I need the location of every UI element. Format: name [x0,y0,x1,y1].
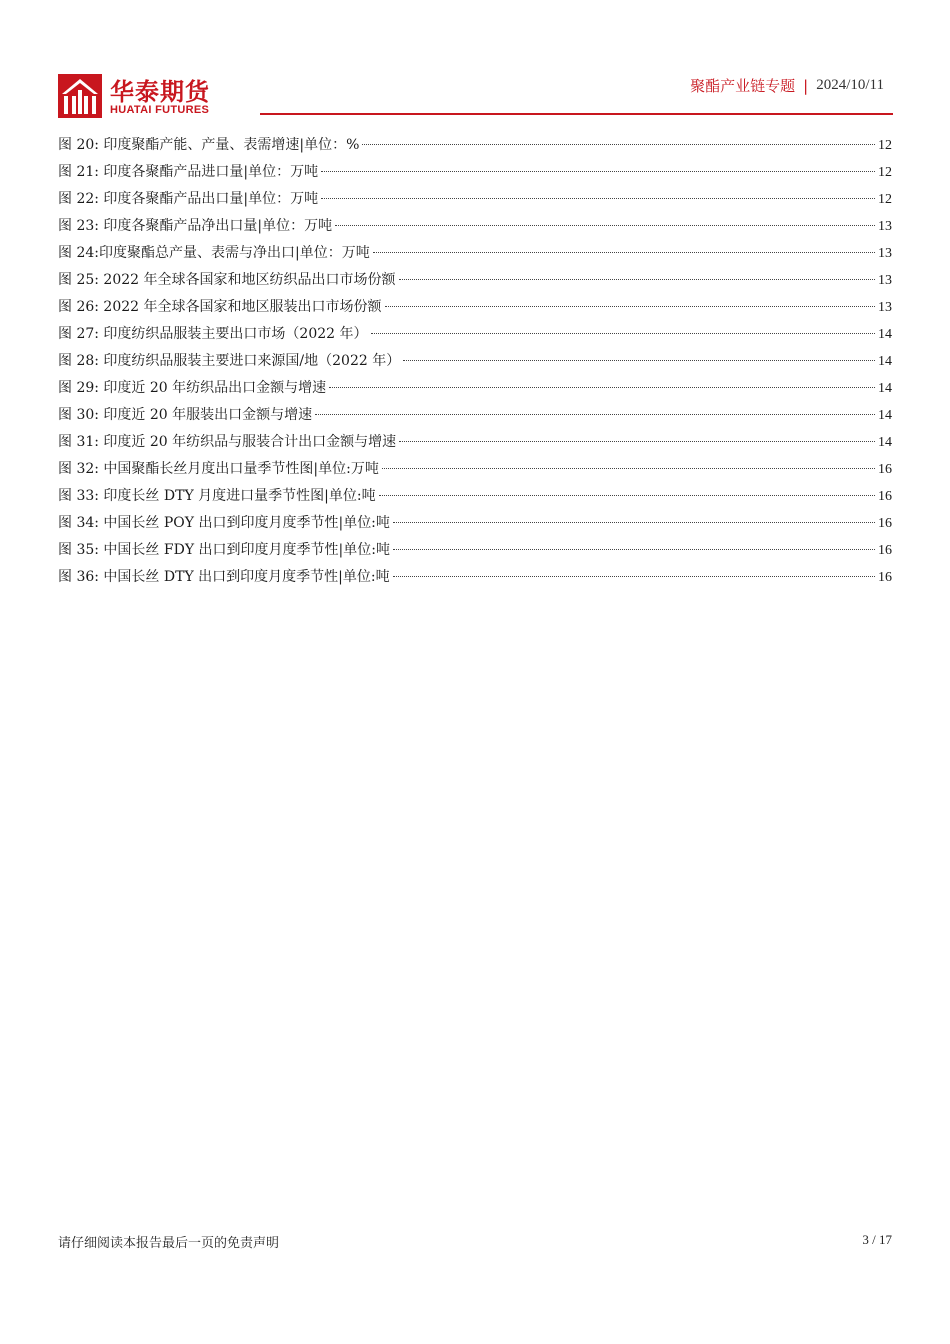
toc-entry-title: 图 35: 中国长丝 FDY 出口到印度月度季节性|单位:吨 [58,542,390,558]
company-name-cn: 华泰期货 [110,78,210,106]
toc-dot-leader [393,522,875,523]
toc-entry[interactable] [58,564,892,591]
toc-entry[interactable] [58,213,892,240]
toc-entry-title: 图 28: 印度纺织品服装主要进口来源国/地（2022 年） [58,353,401,369]
disclaimer-note: 请仔细阅读本报告最后一页的免责声明 [58,1236,280,1251]
toc-dot-leader [403,360,875,361]
toc-entry[interactable] [58,510,892,537]
toc-dot-leader [371,333,875,334]
toc-dot-leader [399,441,875,442]
company-name-en: HUATAI FUTURES [110,104,210,116]
toc-entry-title: 图 23: 印度各聚酯产品净出口量|单位：万吨 [58,218,333,234]
toc-dot-leader [385,306,875,307]
toc-entry[interactable] [58,186,892,213]
toc-entry-page: 12 [878,138,892,153]
toc-dot-leader [315,414,875,415]
toc-entry-title: 图 36: 中国长丝 DTY 出口到印度月度季节性|单位:吨 [58,569,390,585]
toc-entry-title: 图 24:印度聚酯总产量、表需与净出口|单位：万吨 [58,245,370,261]
toc-entry-page: 13 [878,273,892,288]
toc-entry-title: 图 34: 中国长丝 POY 出口到印度月度季节性|单位:吨 [58,515,390,531]
report-topic: 聚酯产业链专题 [690,77,796,95]
header-separator: | [803,76,809,95]
toc-entry[interactable] [58,537,892,564]
toc-entry-page: 14 [878,327,892,342]
toc-entry-page: 16 [878,516,892,531]
toc-entry-page: 12 [878,165,892,180]
toc-entry-page: 16 [878,489,892,504]
toc-entry-title: 图 22: 印度各聚酯产品出口量|单位：万吨 [58,191,319,207]
toc-entry-title: 图 20: 印度聚酯产能、产量、表需增速|单位：% [58,137,360,153]
toc-dot-leader [382,468,875,469]
toc-entry-title: 图 25: 2022 年全球各国家和地区纺织品出口市场份额 [58,272,396,288]
toc-entry-page: 16 [878,570,892,585]
header-divider [260,113,893,115]
toc-entry-page: 14 [878,354,892,369]
toc-entry[interactable] [58,240,892,267]
toc-entry[interactable] [58,132,892,159]
toc-entry-page: 16 [878,543,892,558]
toc-entry-page: 13 [878,246,892,261]
toc-entry-title: 图 30: 印度近 20 年服装出口金额与增速 [58,407,313,423]
toc-entry[interactable] [58,348,892,375]
toc-dot-leader [335,225,875,226]
toc-entry[interactable] [58,375,892,402]
toc-dot-leader [321,171,875,172]
toc-entry-page: 13 [878,219,892,234]
toc-entry-title: 图 26: 2022 年全球各国家和地区服装出口市场份额 [58,299,382,315]
toc-entry[interactable] [58,483,892,510]
toc-dot-leader [329,387,875,388]
toc-entry[interactable] [58,402,892,429]
toc-entry[interactable] [58,294,892,321]
page-header [0,0,950,120]
toc-entry-title: 图 31: 印度近 20 年纺织品与服装合计出口金额与增速 [58,434,397,450]
toc-entry-page: 14 [878,408,892,423]
huatai-logo-icon [58,74,102,118]
toc-entry-title: 图 33: 印度长丝 DTY 月度进口量季节性图|单位:吨 [58,488,376,504]
toc-entry-title: 图 27: 印度纺织品服装主要出口市场（2022 年） [58,326,368,342]
toc-dot-leader [399,279,875,280]
toc-entry[interactable] [58,267,892,294]
toc-entry-page: 14 [878,435,892,450]
toc-dot-leader [393,576,875,577]
toc-dot-leader [362,144,875,145]
toc-entry-title: 图 32: 中国聚酯长丝月度出口量季节性图|单位:万吨 [58,461,379,477]
toc-entry-page: 12 [878,192,892,207]
toc-entry[interactable] [58,321,892,348]
toc-entry[interactable] [58,456,892,483]
toc-entry-page: 14 [878,381,892,396]
toc-entry-page: 16 [878,462,892,477]
toc-entry-title: 图 29: 印度近 20 年纺织品出口金额与增速 [58,380,327,396]
toc-dot-leader [379,495,875,496]
toc-entry-page: 13 [878,300,892,315]
toc-dot-leader [373,252,875,253]
toc-entry[interactable] [58,429,892,456]
toc-entry[interactable] [58,159,892,186]
figure-list [58,132,892,591]
report-meta [690,75,884,96]
toc-entry-title: 图 21: 印度各聚酯产品进口量|单位：万吨 [58,164,319,180]
toc-dot-leader [321,198,875,199]
page-number: 3 / 17 [862,1232,892,1247]
report-date: 2024/10/11 [816,77,884,93]
toc-dot-leader [393,549,875,550]
